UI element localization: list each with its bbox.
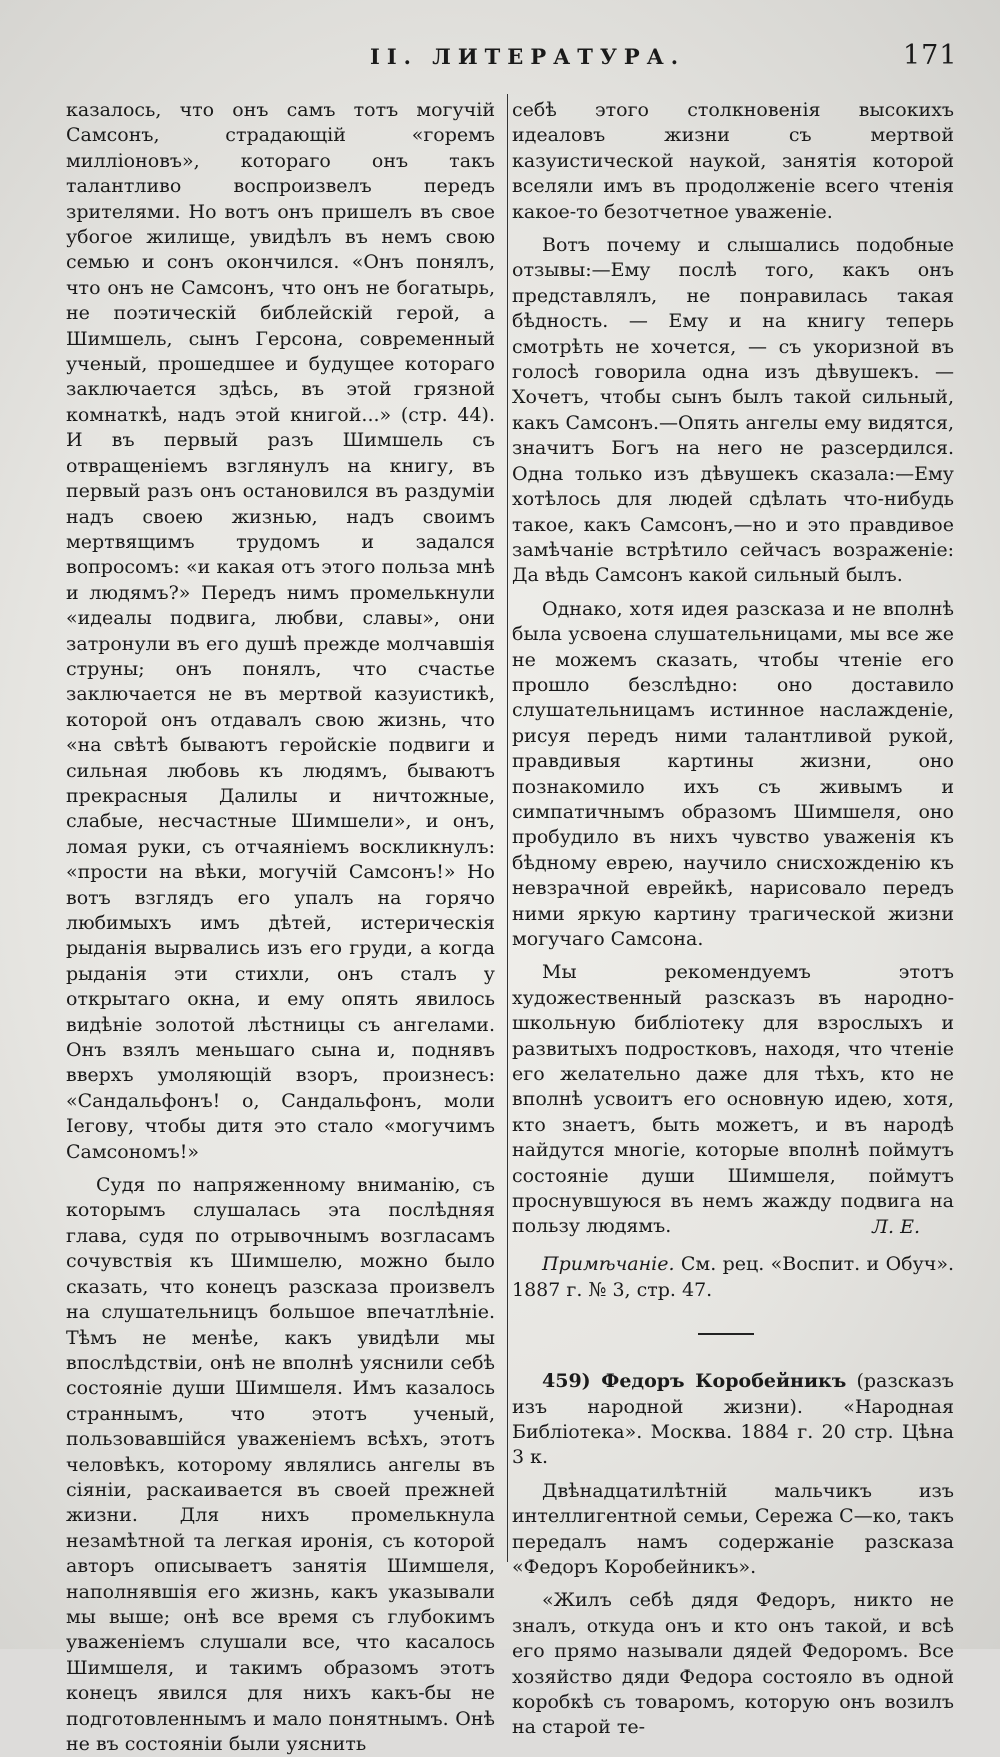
review-signature: Л. Е. <box>872 1215 920 1238</box>
right-paragraph-5: Двѣнадцатилѣтній мальчикъ изъ интеллигентной семьи, Сережа С—ко, такъ передалъ намъ содержаніе разсказа «Федоръ Коробейникъ». <box>512 1479 954 1578</box>
right-paragraph-3: Однако, хотя идея разсказа и не вполнѣ была усвоена слушательницами, мы все же не можемъ сказать, чтобы чтеніе его прошло безслѣдно: оно доставило слушательницамъ истинное наслажденіе, рисуя передъ ними талантливой рукой, правдивыя картины жизни, оно познакомило ихъ съ живымъ и симпатичнымъ образомъ Шимшеля, оно пробудило въ нихъ чувство уваженія къ бѣдному еврею, научило снисхожденію къ невзрачной еврейкѣ, нарисовало передъ ними яркую картину трагической жизни могучаго Самсона. <box>512 597 954 950</box>
right-paragraph-2: Вотъ почему и слышались подобные отзывы:—Ему послѣ того, какъ онъ представлялъ, не понравилась такая бѣдность. — Ему и на книгу теперь смотрѣть не хочется, — съ укоризной въ голосѣ говорила одна изъ дѣвушекъ. — Хочетъ, чтобы сынъ былъ такой сильный, какъ Самсонъ.—Опять ангелы ему видятся, значитъ Богъ на него не разсердился. Одна только изъ дѣвушекъ сказала:—Ему хотѣлось для людей сдѣлать что-нибудь такое, какъ Самсонъ,—но и это правдивое замѣчаніе встрѣтило сейчасъ возраженіе: Да вѣдь Самсонъ какой сильный былъ. <box>512 234 954 587</box>
page-number: 171 <box>903 40 958 71</box>
right-paragraph-4: Мы рекомендуемъ этотъ художественный разсказъ въ народно-школьную библіотеку для взрослыхъ и развитыхъ подростковъ, находя, что чтеніе его желательно даже для тѣхъ, кто не вполнѣ усвоитъ его основную идею, хотя, кто знаетъ, быть можетъ, и въ народѣ найдутся многіе, которые вполнѣ поймутъ состояніе души Шимшеля, поймутъ проснувшуюся въ немъ жажду подвига на пользу людямъ. <box>512 961 954 1238</box>
column-divider <box>507 94 508 1562</box>
footnote-text: См. рец. «Воспит. и Обуч». 1887 г. № 3, стр. 47. <box>512 1253 954 1301</box>
left-column <box>66 98 495 1757</box>
right-paragraph-6: «Жилъ себѣ дядя Федоръ, никто не зналъ, откуда онъ и кто онъ такой, и всѣ его прямо называли дядей Федоромъ. Все хозяйство дяди Федора состояло въ одной коробкѣ съ товаромъ, которую онъ возилъ на старой те- <box>512 1589 954 1739</box>
entry-heading <box>512 1369 954 1471</box>
entry-title: 459) Федоръ Коробейникъ <box>542 1370 847 1393</box>
footnote-label: Примѣчаніе. <box>542 1253 675 1276</box>
right-column <box>512 98 954 1741</box>
left-paragraph-2: Судя по напряженному вниманію, съ которымъ слушалась эта послѣдняя глава, судя по отрывочнымъ возгласамъ сочувствія къ Шимшелю, можно было сказать, что конецъ разсказа произвелъ на слушательницъ большое впечатлѣніе. Тѣмъ не менѣе, какъ увидѣли мы впослѣдствіи, онѣ не вполнѣ уяснили себѣ состояніе души Шимшеля. Имъ казалось страннымъ, что этотъ ученый, пользовавшійся уваженіемъ всѣхъ, этотъ человѣкъ, которому являлись ангелы въ сіяніи, раскаивается въ своей прежней жизни. Для нихъ промелькнула незамѣтной та легкая иронія, съ которой авторъ описываетъ занятія Шимшеля, наполнявшія его жизнь, какъ указывали мы выше; онѣ все время съ глубокимъ уваженіемъ слушали все, что касалось Шимшеля, и такимъ образомъ этотъ конецъ явился для нихъ какъ-бы не подготовленнымъ и мало понятнымъ. Онѣ не въ состояніи были уяснить <box>66 1174 495 1755</box>
footnote <box>512 1252 954 1303</box>
right-paragraph-1: себѣ этого столкновенія высокихъ идеаловъ жизни съ мертвой казуистической наукой, занятія которой вселяли имъ въ продолженіе всего чтенія какое-то безотчетное уваженіе. <box>512 99 954 223</box>
entry-details: (разсказъ изъ народной жизни). «Народная Библіотека». Москва. 1884 г. 20 стр. Цѣна 3 к. <box>512 1370 954 1469</box>
running-head: II. ЛИТЕРАТУРА. <box>370 44 686 69</box>
section-separator <box>698 1333 754 1335</box>
left-paragraph-1: казалось, что онъ самъ тотъ могучій Самсонъ, страдающій «горемъ милліоновъ», котораго онъ такъ талантливо воспроизвелъ передъ зрителями. Но вотъ онъ пришелъ въ свое убогое жилище, увидѣлъ въ немъ свою семью и сонъ окончился. «Онъ понялъ, что онъ не Самсонъ, что онъ не богатырь, не поэтическій библейскій герой, а Шимшель, сынъ Герсона, современный ученый, прошедшее и будущее котораго заключается здѣсь, въ этой грязной комнаткѣ, надъ этой книгой...» (стр. 44). И въ первый разъ Шимшель съ отвращеніемъ взглянулъ на книгу, въ первый разъ онъ остановился въ раздуміи надъ своею жизнью, надъ своимъ мертвящимъ трудомъ и задался вопросомъ: «и какая отъ этого польза мнѣ и людямъ?» Передъ нимъ промелькнули «идеалы подвига, любви, славы», они затронули въ его душѣ прежде молчавшія струны; онъ понялъ, что счастье заключается не въ мертвой казуистикѣ, которой онъ отдавалъ свою жизнь, что «на свѣтѣ бываютъ геройскіе подвиги и сильная любовь къ людямъ, бываютъ прекрасныя Далилы и ничтожные, слабые, несчастные Шимшели», и онъ, ломая руки, съ отчаяніемъ воскликнулъ: «прости на вѣки, могучій Самсонъ!» Но вотъ взглядъ его упалъ на горячо любимыхъ имъ дѣтей, истерическія рыданія вырвались изъ его груди, а когда рыданія эти стихли, онъ сталъ у открытаго окна, и ему опять явилось видѣніе золотой лѣстницы съ ангелами. Онъ взялъ меньшаго сына и, поднявъ вверхъ умоляющій взоръ, произнесъ: «Сандальфонъ! о, Сандальфонъ, моли Іегову, чтобы дитя это стало «могучимъ Самсономъ!» <box>66 99 495 1163</box>
